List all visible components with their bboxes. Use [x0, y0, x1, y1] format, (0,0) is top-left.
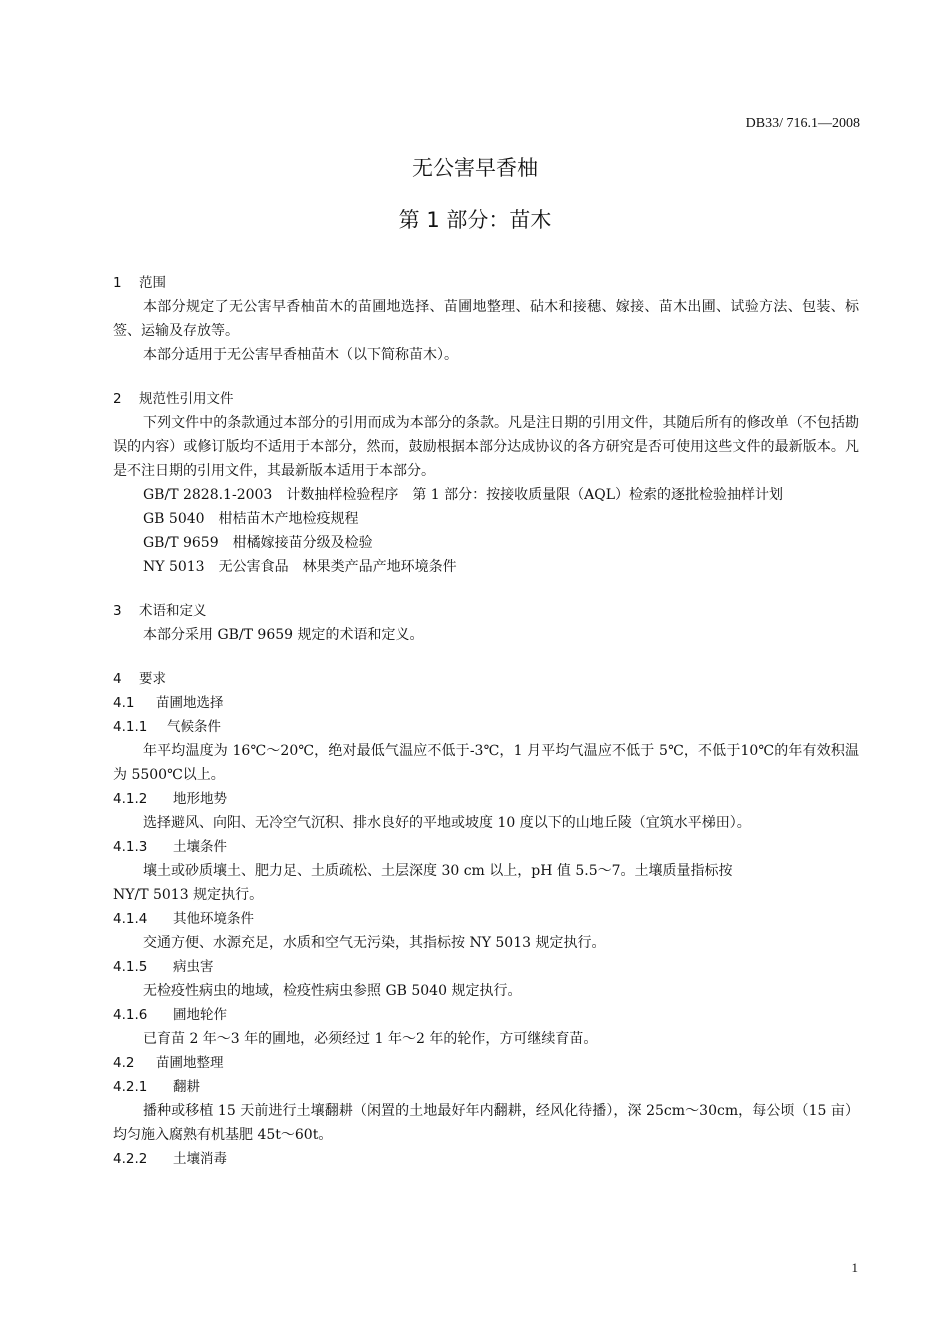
clause-number: 4.2.2 — [113, 1151, 148, 1167]
clause-title: 病虫害 — [173, 959, 214, 975]
paragraph: 本部分适用于无公害早香柚苗木（以下简称苗木）。 — [143, 347, 458, 363]
clause-title: 土壤条件 — [173, 839, 227, 855]
subsection-number: 4.1 — [113, 695, 135, 711]
clause-title: 地形地势 — [173, 791, 227, 807]
clause-heading — [113, 1147, 859, 1171]
paragraph: 选择避风、向阳、无冷空气沉积、排水良好的平地或坡度 10 度以下的山地丘陵（宜筑水平梯田）。 — [143, 815, 751, 831]
clause-number: 4.1.4 — [113, 911, 148, 927]
section-heading-terms — [113, 599, 859, 623]
clause-heading — [113, 715, 859, 739]
clause-number: 4.2.1 — [113, 1079, 148, 1095]
section-title: 要求 — [139, 671, 166, 687]
document-number: DB33/ 716.1—2008 — [745, 116, 860, 131]
document-body — [113, 271, 859, 1171]
reference-item: GB/T 9659 柑橘嫁接苗分级及检验 — [143, 535, 373, 551]
clause-number: 4.1.1 — [113, 719, 148, 735]
subsection-number: 4.2 — [113, 1055, 135, 1071]
section-heading-requirements — [113, 667, 859, 691]
reference-item: NY 5013 无公害食品 林果类产品产地环境条件 — [143, 559, 457, 575]
paragraph: 本部分采用 GB/T 9659 规定的术语和定义。 — [143, 627, 424, 643]
clause-number: 4.1.2 — [113, 791, 148, 807]
section-number: 1 — [113, 275, 122, 291]
section-title: 范围 — [139, 275, 166, 291]
clause-title: 翻耕 — [173, 1079, 200, 1095]
document-title: 无公害早香柚 — [412, 156, 538, 180]
reference-item: GB 5040 柑桔苗木产地检疫规程 — [143, 511, 359, 527]
clause-number: 4.1.5 — [113, 959, 148, 975]
clause-heading — [113, 1075, 859, 1099]
paragraph: 本部分规定了无公害早香柚苗木的苗圃地选择、苗圃地整理、砧木和接穗、嫁接、苗木出圃、试验方法、包装、标签、运输及存放等。 — [113, 299, 859, 339]
clause-heading — [113, 955, 859, 979]
paragraph: 无检疫性病虫的地域，检疫性病虫参照 GB 5040 规定执行。 — [143, 983, 522, 999]
clause-title: 其他环境条件 — [173, 911, 254, 927]
section-number: 2 — [113, 391, 122, 407]
reference-item: GB/T 2828.1-2003 计数抽样检验程序 第 1 部分：按接收质量限（AQL）检索的逐批检验抽样计划 — [143, 487, 784, 503]
section-heading-normative-references — [113, 387, 859, 411]
clause-title: 土壤消毒 — [173, 1151, 227, 1167]
clause-heading — [113, 907, 859, 931]
section-number: 4 — [113, 671, 122, 687]
paragraph: 壤土或砂质壤土、肥力足、土质疏松、土层深度 30 cm 以上，pH 值 5.5～7。土壤质量指标按 — [143, 863, 733, 879]
paragraph-continuation: NY/T 5013 规定执行。 — [113, 887, 264, 903]
subsection-heading — [113, 1051, 859, 1075]
clause-number: 4.1.3 — [113, 839, 148, 855]
subsection-title: 苗圃地整理 — [156, 1055, 224, 1071]
subsection-title: 苗圃地选择 — [156, 695, 224, 711]
paragraph: 年平均温度为 16℃～20℃，绝对最低气温应不低于-3℃，1 月平均气温应不低于 5℃，不低于10℃的年有效积温为 5500℃以上。 — [113, 743, 859, 783]
paragraph: 播种或移植 15 天前进行土壤翻耕（闲置的土地最好年内翻耕，经风化待播），深 25cm～30cm，每公顷（15 亩）均匀施入腐熟有机基肥 45t～60t。 — [113, 1103, 859, 1143]
subsection-heading — [113, 691, 859, 715]
section-heading-scope — [113, 271, 859, 295]
clause-heading — [113, 787, 859, 811]
paragraph: 已育苗 2 年～3 年的圃地，必须经过 1 年～2 年的轮作，方可继续育苗。 — [143, 1031, 598, 1047]
paragraph: 下列文件中的条款通过本部分的引用而成为本部分的条款。凡是注日期的引用文件，其随后所有的修改单（不包括勘误的内容）或修订版均不适用于本部分，然而，鼓励根据本部分达成协议的各方研究是否可使用这些文件的最新版本。凡是不注日期的引用文件，其最新版本适用于本部分。 — [113, 415, 859, 479]
clause-heading — [113, 1003, 859, 1027]
paragraph: 交通方便、水源充足，水质和空气无污染，其指标按 NY 5013 规定执行。 — [143, 935, 606, 951]
clause-title: 气候条件 — [167, 719, 221, 735]
clause-number: 4.1.6 — [113, 1007, 148, 1023]
clause-heading — [113, 835, 859, 859]
page-number: 1 — [851, 1260, 858, 1275]
section-title: 术语和定义 — [139, 603, 207, 619]
section-number: 3 — [113, 603, 122, 619]
clause-title: 圃地轮作 — [173, 1007, 227, 1023]
section-title: 规范性引用文件 — [139, 391, 234, 407]
document-subtitle: 第 1 部分：苗木 — [398, 208, 552, 232]
